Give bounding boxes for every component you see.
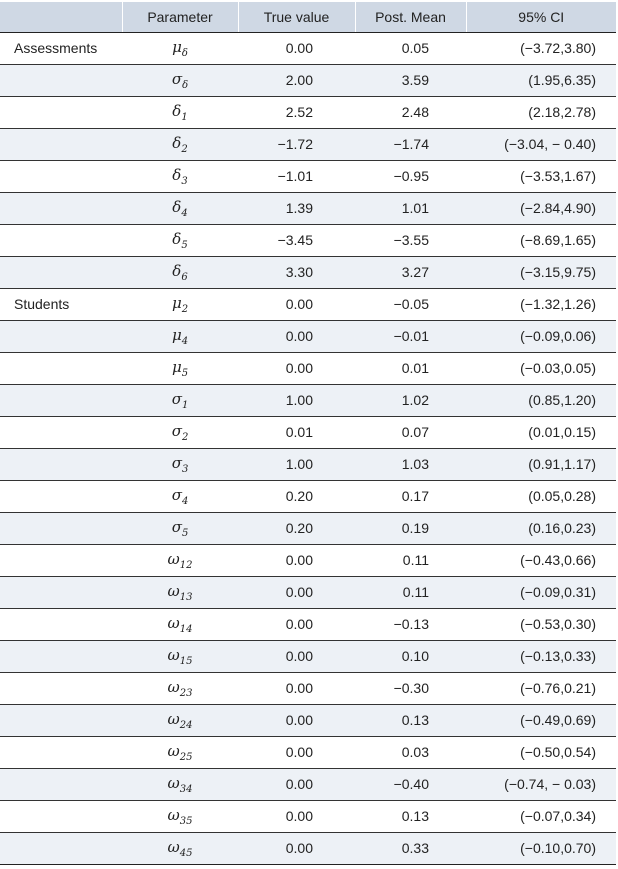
- post-mean-cell: 0.03: [355, 736, 466, 768]
- header-95-ci: 95% CI: [466, 2, 616, 32]
- parameter-subscript: δ: [181, 47, 188, 59]
- true-value-cell: 0.00: [238, 832, 355, 864]
- row-group-label: [0, 96, 122, 128]
- table-row: [0, 224, 616, 256]
- parameter-base-symbol: μ: [171, 293, 182, 312]
- table-row: [0, 384, 616, 416]
- parameter-symbol: [122, 192, 238, 224]
- ci-cell: (−0.74, − 0.03): [466, 768, 616, 800]
- row-group-label: [0, 800, 122, 832]
- parameter-symbol: [122, 832, 238, 864]
- parameter-base-symbol: σ: [171, 453, 182, 472]
- ci-cell: (−3.72,3.80): [466, 32, 616, 64]
- parameter-subscript: 25: [179, 751, 193, 763]
- parameter-symbol: [122, 512, 238, 544]
- row-group-label: [0, 576, 122, 608]
- parameter-subscript: 2: [181, 143, 188, 155]
- parameter-base-symbol: ω: [167, 805, 180, 824]
- parameter-subscript: 24: [179, 719, 193, 731]
- parameter-symbol: [122, 96, 238, 128]
- post-mean-cell: 0.13: [355, 800, 466, 832]
- parameter-subscript: 45: [179, 847, 193, 859]
- parameter-base-symbol: ω: [167, 645, 180, 664]
- true-value-cell: −3.45: [238, 224, 355, 256]
- parameter-subscript: 1: [181, 399, 189, 411]
- row-group-label: [0, 416, 122, 448]
- table-row: [0, 192, 616, 224]
- table-row: [0, 288, 616, 320]
- post-mean-cell: 0.10: [355, 640, 466, 672]
- post-mean-cell: −0.30: [355, 672, 466, 704]
- ci-cell: (1.95,6.35): [466, 64, 616, 96]
- parameter-subscript: 4: [181, 207, 188, 219]
- true-value-cell: 0.00: [238, 672, 355, 704]
- parameter-base-symbol: σ: [171, 517, 182, 536]
- row-group-label: [0, 256, 122, 288]
- post-mean-cell: 1.03: [355, 448, 466, 480]
- table-row: [0, 832, 616, 864]
- post-mean-cell: −1.74: [355, 128, 466, 160]
- ci-cell: (−3.53,1.67): [466, 160, 616, 192]
- parameter-base-symbol: δ: [172, 133, 182, 152]
- row-group-label: [0, 320, 122, 352]
- true-value-cell: −1.01: [238, 160, 355, 192]
- true-value-cell: 0.00: [238, 352, 355, 384]
- post-mean-cell: −0.01: [355, 320, 466, 352]
- table-row: [0, 640, 616, 672]
- parameter-base-symbol: δ: [172, 197, 182, 216]
- table-row: [0, 256, 616, 288]
- table-row: [0, 480, 616, 512]
- true-value-cell: 0.00: [238, 576, 355, 608]
- parameter-subscript: 1: [181, 111, 188, 123]
- post-mean-cell: 0.33: [355, 832, 466, 864]
- parameter-subscript: 2: [181, 431, 189, 443]
- parameter-base-symbol: μ: [172, 37, 182, 56]
- parameter-symbol: [122, 224, 238, 256]
- ci-cell: (−0.76,0.21): [466, 672, 616, 704]
- table-row: [0, 736, 616, 768]
- true-value-cell: 0.00: [238, 320, 355, 352]
- row-group-label: [0, 160, 122, 192]
- parameter-subscript: 5: [181, 527, 189, 539]
- table-row: [0, 512, 616, 544]
- true-value-cell: 1.00: [238, 384, 355, 416]
- parameter-base-symbol: σ: [171, 389, 182, 408]
- ci-cell: (−0.09,0.06): [466, 320, 616, 352]
- parameter-subscript: 13: [179, 591, 193, 603]
- parameter-symbol: [122, 320, 238, 352]
- ci-cell: (0.01,0.15): [466, 416, 616, 448]
- ci-cell: (−0.07,0.34): [466, 800, 616, 832]
- post-mean-cell: 0.05: [355, 32, 466, 64]
- parameter-subscript: 14: [179, 623, 193, 635]
- post-mean-cell: −0.40: [355, 768, 466, 800]
- post-mean-cell: 3.27: [355, 256, 466, 288]
- post-mean-cell: 0.01: [355, 352, 466, 384]
- post-mean-cell: −0.05: [355, 288, 466, 320]
- ci-cell: (−0.13,0.33): [466, 640, 616, 672]
- parameter-base-symbol: σ: [171, 421, 182, 440]
- parameter-subscript: 5: [181, 239, 188, 251]
- parameter-subscript: 5: [181, 367, 189, 379]
- parameter-subscript: 4: [181, 495, 189, 507]
- parameter-symbol: [122, 768, 238, 800]
- table-row: [0, 768, 616, 800]
- row-group-label: [0, 640, 122, 672]
- parameter-subscript: 35: [179, 815, 193, 827]
- table-row: [0, 672, 616, 704]
- parameter-symbol: [122, 640, 238, 672]
- parameter-symbol: [122, 704, 238, 736]
- ci-cell: (0.16,0.23): [466, 512, 616, 544]
- true-value-cell: 0.00: [238, 800, 355, 832]
- parameter-symbol: [122, 416, 238, 448]
- parameter-base-symbol: σ: [171, 485, 182, 504]
- parameter-symbol: [122, 256, 238, 288]
- table-row: [0, 352, 616, 384]
- parameter-base-symbol: ω: [167, 709, 180, 728]
- table-body: [0, 32, 616, 864]
- parameter-symbol: [122, 160, 238, 192]
- parameter-estimates-table: [0, 2, 616, 865]
- table-row: [0, 576, 616, 608]
- parameter-symbol: [122, 384, 238, 416]
- parameter-base-symbol: ω: [167, 773, 180, 792]
- parameter-base-symbol: δ: [172, 101, 182, 120]
- ci-cell: (−0.10,0.70): [466, 832, 616, 864]
- parameter-subscript: 34: [179, 783, 193, 795]
- parameter-symbol: [122, 544, 238, 576]
- ci-cell: (0.85,1.20): [466, 384, 616, 416]
- row-group-label: [0, 192, 122, 224]
- post-mean-cell: 3.59: [355, 64, 466, 96]
- true-value-cell: 0.00: [238, 608, 355, 640]
- header-parameter: Parameter: [122, 2, 238, 32]
- parameter-symbol: [122, 128, 238, 160]
- parameter-base-symbol: ω: [167, 741, 180, 760]
- ci-cell: (0.91,1.17): [466, 448, 616, 480]
- parameter-symbol: [122, 64, 238, 96]
- true-value-cell: 0.00: [238, 32, 355, 64]
- parameter-symbol: [122, 672, 238, 704]
- parameter-symbol: [122, 576, 238, 608]
- parameter-subscript: 12: [179, 559, 193, 571]
- ci-cell: (−3.15,9.75): [466, 256, 616, 288]
- row-group-label: [0, 384, 122, 416]
- true-value-cell: −1.72: [238, 128, 355, 160]
- post-mean-cell: −0.13: [355, 608, 466, 640]
- row-group-label: Assessments: [0, 32, 122, 64]
- table-row: [0, 320, 616, 352]
- parameter-base-symbol: μ: [171, 357, 182, 376]
- row-group-label: [0, 736, 122, 768]
- table-header: [0, 2, 616, 32]
- parameter-subscript: 2: [181, 303, 189, 315]
- true-value-cell: 2.52: [238, 96, 355, 128]
- table-row: [0, 64, 616, 96]
- true-value-cell: 0.20: [238, 480, 355, 512]
- table-row: [0, 96, 616, 128]
- true-value-cell: 3.30: [238, 256, 355, 288]
- post-mean-cell: 0.11: [355, 544, 466, 576]
- true-value-cell: 0.00: [238, 288, 355, 320]
- true-value-cell: 1.00: [238, 448, 355, 480]
- row-group-label: [0, 448, 122, 480]
- parameter-base-symbol: ω: [167, 581, 180, 600]
- true-value-cell: 0.00: [238, 768, 355, 800]
- parameter-subscript: 3: [181, 463, 189, 475]
- post-mean-cell: 0.11: [355, 576, 466, 608]
- table-row: [0, 544, 616, 576]
- parameter-subscript: 6: [181, 271, 188, 283]
- parameter-base-symbol: δ: [172, 165, 182, 184]
- true-value-cell: 1.39: [238, 192, 355, 224]
- parameter-base-symbol: ω: [167, 677, 180, 696]
- row-group-label: [0, 64, 122, 96]
- table-row: [0, 32, 616, 64]
- table-row: [0, 608, 616, 640]
- parameter-base-symbol: ω: [167, 837, 180, 856]
- row-group-label: [0, 352, 122, 384]
- parameter-symbol: [122, 288, 238, 320]
- post-mean-cell: 2.48: [355, 96, 466, 128]
- table-row: [0, 800, 616, 832]
- row-group-label: [0, 128, 122, 160]
- table-row: [0, 448, 616, 480]
- parameter-subscript: δ: [182, 79, 189, 91]
- parameter-subscript: 15: [179, 655, 193, 667]
- ci-cell: (−0.50,0.54): [466, 736, 616, 768]
- row-group-label: [0, 608, 122, 640]
- row-group-label: [0, 672, 122, 704]
- row-group-label: [0, 768, 122, 800]
- table-row: [0, 160, 616, 192]
- row-group-label: [0, 480, 122, 512]
- parameter-symbol: [122, 480, 238, 512]
- parameter-base-symbol: δ: [172, 261, 182, 280]
- true-value-cell: 0.00: [238, 704, 355, 736]
- ci-cell: (−8.69,1.65): [466, 224, 616, 256]
- ci-cell: (−0.53,0.30): [466, 608, 616, 640]
- parameter-symbol: [122, 800, 238, 832]
- parameter-symbol: [122, 448, 238, 480]
- ci-cell: (−2.84,4.90): [466, 192, 616, 224]
- true-value-cell: 0.20: [238, 512, 355, 544]
- parameter-base-symbol: δ: [172, 229, 182, 248]
- row-group-label: [0, 224, 122, 256]
- post-mean-cell: 0.19: [355, 512, 466, 544]
- post-mean-cell: 1.01: [355, 192, 466, 224]
- post-mean-cell: 0.17: [355, 480, 466, 512]
- parameter-base-symbol: σ: [171, 69, 183, 88]
- ci-cell: (2.18,2.78): [466, 96, 616, 128]
- ci-cell: (−3.04, − 0.40): [466, 128, 616, 160]
- row-group-label: [0, 544, 122, 576]
- true-value-cell: 0.00: [238, 544, 355, 576]
- header-post-mean: Post. Mean: [355, 2, 466, 32]
- ci-cell: (−1.32,1.26): [466, 288, 616, 320]
- parameter-symbol: [122, 32, 238, 64]
- true-value-cell: 0.01: [238, 416, 355, 448]
- header-row: [0, 2, 616, 32]
- row-group-label: Students: [0, 288, 122, 320]
- row-group-label: [0, 512, 122, 544]
- table-row: [0, 128, 616, 160]
- row-group-label: [0, 832, 122, 864]
- ci-cell: (−0.03,0.05): [466, 352, 616, 384]
- parameter-symbol: [122, 608, 238, 640]
- post-mean-cell: 0.13: [355, 704, 466, 736]
- header-true-value: True value: [238, 2, 355, 32]
- parameter-symbol: [122, 352, 238, 384]
- row-group-label: [0, 704, 122, 736]
- post-mean-cell: 0.07: [355, 416, 466, 448]
- table-row: [0, 416, 616, 448]
- parameter-symbol: [122, 736, 238, 768]
- true-value-cell: 0.00: [238, 736, 355, 768]
- post-mean-cell: −0.95: [355, 160, 466, 192]
- parameter-base-symbol: ω: [167, 613, 180, 632]
- parameter-base-symbol: ω: [167, 549, 180, 568]
- parameter-subscript: 23: [179, 687, 193, 699]
- true-value-cell: 2.00: [238, 64, 355, 96]
- header-group: [0, 2, 122, 32]
- post-mean-cell: −3.55: [355, 224, 466, 256]
- parameter-base-symbol: μ: [171, 325, 182, 344]
- parameter-subscript: 4: [181, 335, 189, 347]
- table-row: [0, 704, 616, 736]
- ci-cell: (0.05,0.28): [466, 480, 616, 512]
- parameter-subscript: 3: [181, 175, 188, 187]
- post-mean-cell: 1.02: [355, 384, 466, 416]
- true-value-cell: 0.00: [238, 640, 355, 672]
- ci-cell: (−0.43,0.66): [466, 544, 616, 576]
- ci-cell: (−0.49,0.69): [466, 704, 616, 736]
- ci-cell: (−0.09,0.31): [466, 576, 616, 608]
